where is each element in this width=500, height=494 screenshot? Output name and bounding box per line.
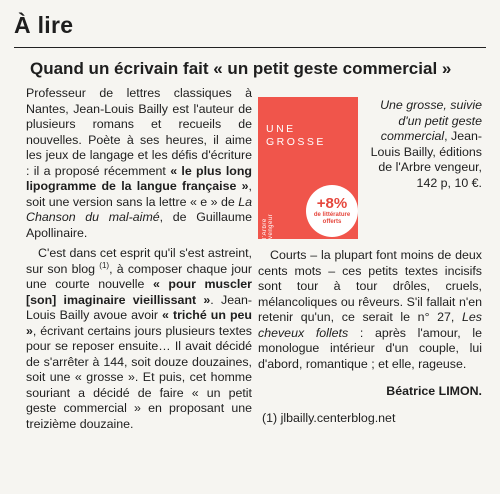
text-run: C'est dans cet esprit qu'il s'est astreint, sur son blog — [26, 246, 252, 276]
cover-title-line1: UNE — [266, 123, 296, 135]
left-column — [26, 86, 252, 432]
book-caption — [364, 98, 482, 191]
badge-sub-line1: de littérature — [313, 212, 351, 218]
text-run: , à composer chaque jour une courte nouvelle — [26, 261, 252, 291]
cover-badge — [306, 185, 358, 237]
badge-percent: +8% — [316, 195, 348, 212]
text-run: « pour muscler [son] imaginaire vieillissant » — [26, 277, 252, 307]
text-run: Professeur de lettres classiques à Nantes, Jean-Louis Bailly est l'auteur de plusieurs romans et recueils de nouvelles. Poète à ses heures, il aime les jeux de langage et les défis d'écriture : il a proposé récemment — [26, 86, 252, 178]
paragraph-2 — [26, 246, 252, 432]
text-run: . Jean-Louis Bailly avoue avoir — [26, 292, 252, 322]
text-run: Courts – la plupart font moins de deux cents mots – ces petits textes incisifs sont tour à tour drôles, cruels, mélancoliques ou rêveurs. S'il fallait n'en retenir qu'un, ce serait le n° 27, — [258, 248, 482, 324]
text-run: Les cheveux follets — [258, 310, 482, 340]
text-run: , écrivant certains jours plusieurs textes pour se reposer ensuite… Il avait décidé de s'arrêter à 144, soit douze douzaines, soit une « grosse ». Et puis, cet homme souriant a décidé de faire « un petit geste commercial » en proposant une treizième douzaine. — [26, 323, 252, 431]
section-title: À lire — [14, 12, 74, 38]
cover-title — [266, 123, 326, 149]
text-run: La Chanson du mal-aimé — [26, 194, 252, 224]
text-run: , soit une version sans la lettre « e » de — [26, 179, 252, 209]
right-column — [258, 248, 482, 372]
cover-publisher-spine: l'Arbre vengeur — [262, 213, 274, 239]
paragraph-1 — [26, 86, 252, 241]
paragraph-3 — [258, 248, 482, 372]
footnote: (1) jlbailly.centerblog.net — [262, 411, 396, 425]
cover-title-line2: GROSSE — [266, 136, 326, 148]
badge-sub-line2: offerts — [322, 219, 342, 225]
article-headline: Quand un écrivain fait « un petit geste commercial » — [30, 59, 452, 78]
section-divider — [14, 47, 486, 48]
author-signature: Béatrice LIMON. — [386, 384, 482, 398]
text-run: « le plus long lipogramme de la langue française » — [26, 163, 252, 193]
text-run: : après l'amour, le monologue intérieur d'un couple, lui d'abord, romantique ; et elle, rageuse. — [258, 325, 482, 371]
text-run: Une grosse, suivie d'un petit geste commercial — [380, 98, 482, 143]
text-run: (1) — [99, 260, 110, 270]
book-cover — [258, 97, 358, 239]
text-run: « triché un peu » — [26, 308, 252, 338]
text-run: , Jean-Louis Bailly, éditions de l'Arbre vengeur, 142 p, 10 €. — [370, 129, 482, 190]
text-run: , de Guillaume Apollinaire. — [26, 210, 252, 240]
